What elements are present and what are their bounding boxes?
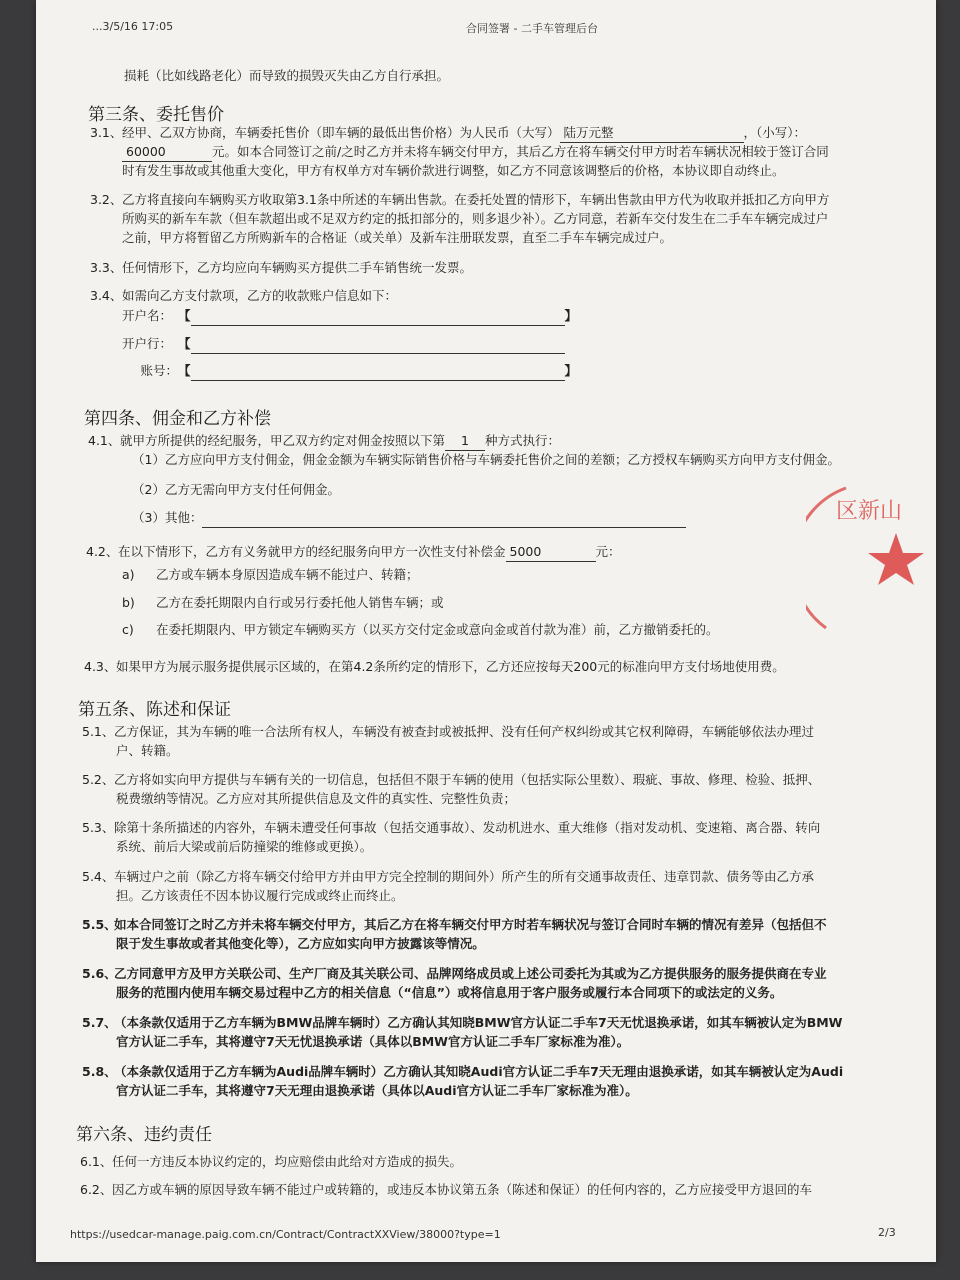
item-marker: a) xyxy=(122,567,135,582)
clause-number: 3.3、 xyxy=(90,260,123,275)
clause-3-3 xyxy=(90,258,472,277)
clause-number: 4.2、 xyxy=(86,544,119,559)
clause-5-6-line2: 服务的范围内使用车辆交易过程中乙方的相关信息（“信息”）或将信息用于客户服务或履行本合同项下的或法定的义务。 xyxy=(116,985,783,1000)
clause-4-2-a xyxy=(122,565,419,584)
section-3-title: 第三条、委托售价 xyxy=(88,105,224,125)
clause-text: 如本合同签订之时乙方并未将车辆交付甲方，其后乙方在将车辆交付甲方时若车辆状况与签订合同时车辆的情况有差异（包括但不 xyxy=(114,917,827,932)
clause-6-2 xyxy=(80,1180,812,1199)
clause-5-5 xyxy=(82,915,827,934)
upper-amount-field: 陆万元整 xyxy=(560,123,744,143)
account-bank-field xyxy=(191,334,565,354)
clause-number: 6.2、 xyxy=(80,1182,113,1197)
item-text: 乙方在委托期限内自行或另行委托他人销售车辆；或 xyxy=(156,595,444,610)
clause-4-1 xyxy=(88,431,560,451)
clause-5-3 xyxy=(82,818,820,837)
clause-4-2-b xyxy=(122,593,444,612)
print-title: 合同签署 - 二手车管理后台 xyxy=(466,22,598,35)
contract-page xyxy=(36,0,936,1262)
clause-number: 5.5、 xyxy=(82,917,117,932)
clause-5-8 xyxy=(82,1062,843,1081)
footer-url: https://usedcar-manage.paig.com.cn/Contract/ContractXXView/38000?type=1 xyxy=(70,1228,501,1241)
section-5-title: 第五条、陈述和保证 xyxy=(78,700,231,720)
red-seal-stamp xyxy=(806,478,956,648)
clause-4-3 xyxy=(84,657,785,676)
item-marker: c) xyxy=(122,622,134,637)
item-text: 在委托期限内、甲方锁定车辆购买方（以买方交付定金或意向金或首付款为准）前，乙方撤销委托的。 xyxy=(156,622,719,637)
section-6-title: 第六条、违约责任 xyxy=(76,1125,212,1145)
clause-3-2-line2: 所购买的新车车款（但车款超出或不足双方约定的抵扣部分的，则多退少补）。乙方同意，若新车交付发生在二手车车辆完成过户 xyxy=(122,211,829,226)
clause-number: 4.1、 xyxy=(88,433,121,448)
clause-3-2-line3: 之前，甲方将暂留乙方所购新车的合格证（或关单）及新车注册联发票，直至二手车车辆完成过户。 xyxy=(122,230,673,245)
lower-amount-field: 60000 xyxy=(122,142,212,162)
clause-number: 5.3、 xyxy=(82,820,115,835)
account-name-field xyxy=(191,306,565,326)
clause-text: 乙方将直接向车辆购买方收取第3.1条中所述的车辆出售款。在委托处置的情形下，车辆出售款由甲方代为收取并抵扣乙方向甲方 xyxy=(122,192,830,207)
commission-option-1: （1）乙方应向甲方支付佣金，佣金金额为车辆实际销售价格与车辆委托售价之间的差额；乙方授权车辆购买方向甲方支付佣金。 xyxy=(132,452,840,467)
clause-text: 乙方同意甲方及甲方关联公司、生产厂商及其关联公司、品牌网络成员或上述公司委托为其或为乙方提供服务的服务提供商在专业 xyxy=(114,966,827,981)
clause-5-4-line2: 担。乙方该责任不因本协议履行完成或终止而终止。 xyxy=(116,888,404,903)
clause-5-6 xyxy=(82,964,827,983)
clause-4-2-c xyxy=(122,620,719,639)
clause-3-2 xyxy=(90,190,829,209)
clause-3-4 xyxy=(90,286,397,305)
clause-text: 种方式执行： xyxy=(485,433,561,448)
clause-number: 5.2、 xyxy=(82,772,115,787)
clause-text: 如需向乙方支付款项，乙方的收款账户信息如下： xyxy=(122,288,398,303)
clause-text: 乙方将如实向甲方提供与车辆有关的一切信息，包括但不限于车辆的使用（包括实际公里数）、瑕疵、事故、修理、检验、抵押、 xyxy=(114,772,821,787)
clause-5-3-line2: 系统、前后大梁或前后防撞梁的维修或更换）。 xyxy=(116,839,373,854)
account-name-row: 开户名： 【 】 xyxy=(122,306,577,326)
commission-option-3 xyxy=(132,508,686,528)
clause-5-1-line2: 户、转籍。 xyxy=(116,743,179,758)
clause-text: 因乙方或车辆的原因导致车辆不能过户或转籍的，或违反本协议第五条（陈述和保证）的任何内容的，乙方应接受甲方退回的车 xyxy=(112,1182,813,1197)
clause-5-5-line2: 限于发生事故或者其他变化等），乙方应如实向甲方披露该等情况。 xyxy=(116,936,485,951)
clause-5-1 xyxy=(82,722,814,741)
clause-5-2-line2: 税费缴纳等情况。乙方应对其所提供信息及文件的真实性、完整性负责； xyxy=(116,791,517,806)
clause-text: ，（小写）： xyxy=(743,125,807,140)
account-number-field xyxy=(191,361,565,381)
section-4-title: 第四条、佣金和乙方补偿 xyxy=(84,409,271,429)
option-3-label: （3）其他： xyxy=(132,510,203,525)
clause-text: 如果甲方为展示服务提供展示区域的，在第4.2条所约定的情形下，乙方还应按每天200元的标准向甲方支付场地使用费。 xyxy=(116,659,785,674)
carryover-text: 损耗（比如线路老化）而导致的损毁灭失由乙方自行承担。 xyxy=(124,68,450,83)
clause-text: 在以下情形下，乙方有义务就甲方的经纪服务向甲方一次性支付补偿金 xyxy=(118,544,506,559)
clause-3-1 xyxy=(90,123,806,143)
account-bank-label: 开户行： xyxy=(122,336,173,351)
clause-5-7 xyxy=(82,1013,842,1032)
clause-number: 5.7、 xyxy=(82,1015,117,1030)
clause-5-8-line2: 官方认证二手车，其将遵守7天无理由退换承诺（具体以Audi官方认证二手车厂家标准为准）。 xyxy=(116,1083,638,1098)
clause-number: 5.8、 xyxy=(82,1064,117,1079)
stamp-text: 区新山 xyxy=(836,499,903,524)
clause-3-1-line3: 时有发生事故或其他重大变化，甲方有权单方对车辆价款进行调整，如乙方不同意该调整后的价格，本协议即自动终止。 xyxy=(122,163,785,178)
clause-number: 5.1、 xyxy=(82,724,115,739)
clause-5-4 xyxy=(82,867,814,886)
clause-text: 经甲、乙双方协商，车辆委托售价（即车辆的最低出售价格）为人民币（大写） xyxy=(122,125,560,140)
account-number-label: 账号： xyxy=(140,363,178,378)
clause-text: 就甲方所提供的经纪服务，甲乙双方约定对佣金按照以下第 xyxy=(120,433,446,448)
clause-text: 除第十条所描述的内容外，车辆未遭受任何事故（包括交通事故）、发动机进水、重大维修（指对发动机、变速箱、离合器、转向 xyxy=(114,820,821,835)
clause-text: （本条款仅适用于乙方车辆为BMW品牌车辆时）乙方确认其知晓BMW官方认证二手车7天无忧退换承诺，如其车辆被认定为BMW xyxy=(114,1015,843,1030)
other-option-field xyxy=(202,508,686,528)
clause-4-2 xyxy=(86,542,621,562)
clause-text: （本条款仅适用于乙方车辆为Audi品牌车辆时）乙方确认其知晓Audi官方认证二手车7天无理由退换承诺，如其车辆被认定为Audi xyxy=(114,1064,844,1079)
commission-option-2: （2）乙方无需向甲方支付任何佣金。 xyxy=(132,482,340,497)
clause-text: 元： xyxy=(595,544,621,559)
clause-number: 4.3、 xyxy=(84,659,117,674)
print-datetime: ...3/5/16 17:05 xyxy=(92,20,174,33)
account-number-row: 账号：【 】 xyxy=(122,361,577,381)
account-bank-row: 开户行： 【 xyxy=(122,334,565,354)
clause-5-2 xyxy=(82,770,820,789)
clause-text: 元。如本合同签订之前/之时乙方并未将车辆交付甲方，其后乙方在将车辆交付甲方时若车辆状况相较于签订合同 xyxy=(212,144,829,159)
clause-text: 任何一方违反本协议约定的，均应赔偿由此给对方造成的损失。 xyxy=(112,1154,463,1169)
clause-number: 5.4、 xyxy=(82,869,115,884)
clause-text: 任何情形下，乙方均应向车辆购买方提供二手车销售统一发票。 xyxy=(122,260,473,275)
clause-3-1-line2 xyxy=(122,142,829,162)
clause-number: 3.2、 xyxy=(90,192,123,207)
clause-number: 3.4、 xyxy=(90,288,123,303)
clause-5-7-line2: 官方认证二手车，其将遵守7天无忧退换承诺（具体以BMW官方认证二手车厂家标准为准）。 xyxy=(116,1034,630,1049)
commission-option-field: 1 xyxy=(445,431,485,451)
account-name-label: 开户名： xyxy=(122,308,173,323)
compensation-field: 5000 xyxy=(506,542,596,562)
clause-text: 车辆过户之前（除乙方将车辆交付给甲方并由甲方完全控制的期间外）所产生的所有交通事故责任、违章罚款、债务等由乙方承 xyxy=(114,869,815,884)
clause-number: 5.6、 xyxy=(82,966,117,981)
clause-number: 6.1、 xyxy=(80,1154,113,1169)
item-text: 乙方或车辆本身原因造成车辆不能过户、转籍； xyxy=(156,567,419,582)
clause-text: 乙方保证，其为车辆的唯一合法所有权人，车辆没有被查封或被抵押、没有任何产权纠纷或其它权利障碍，车辆能够依法办理过 xyxy=(114,724,815,739)
clause-6-1 xyxy=(80,1152,462,1171)
footer-page-number: 2/3 xyxy=(878,1226,896,1239)
item-marker: b) xyxy=(122,595,135,610)
clause-number: 3.1、 xyxy=(90,125,123,140)
